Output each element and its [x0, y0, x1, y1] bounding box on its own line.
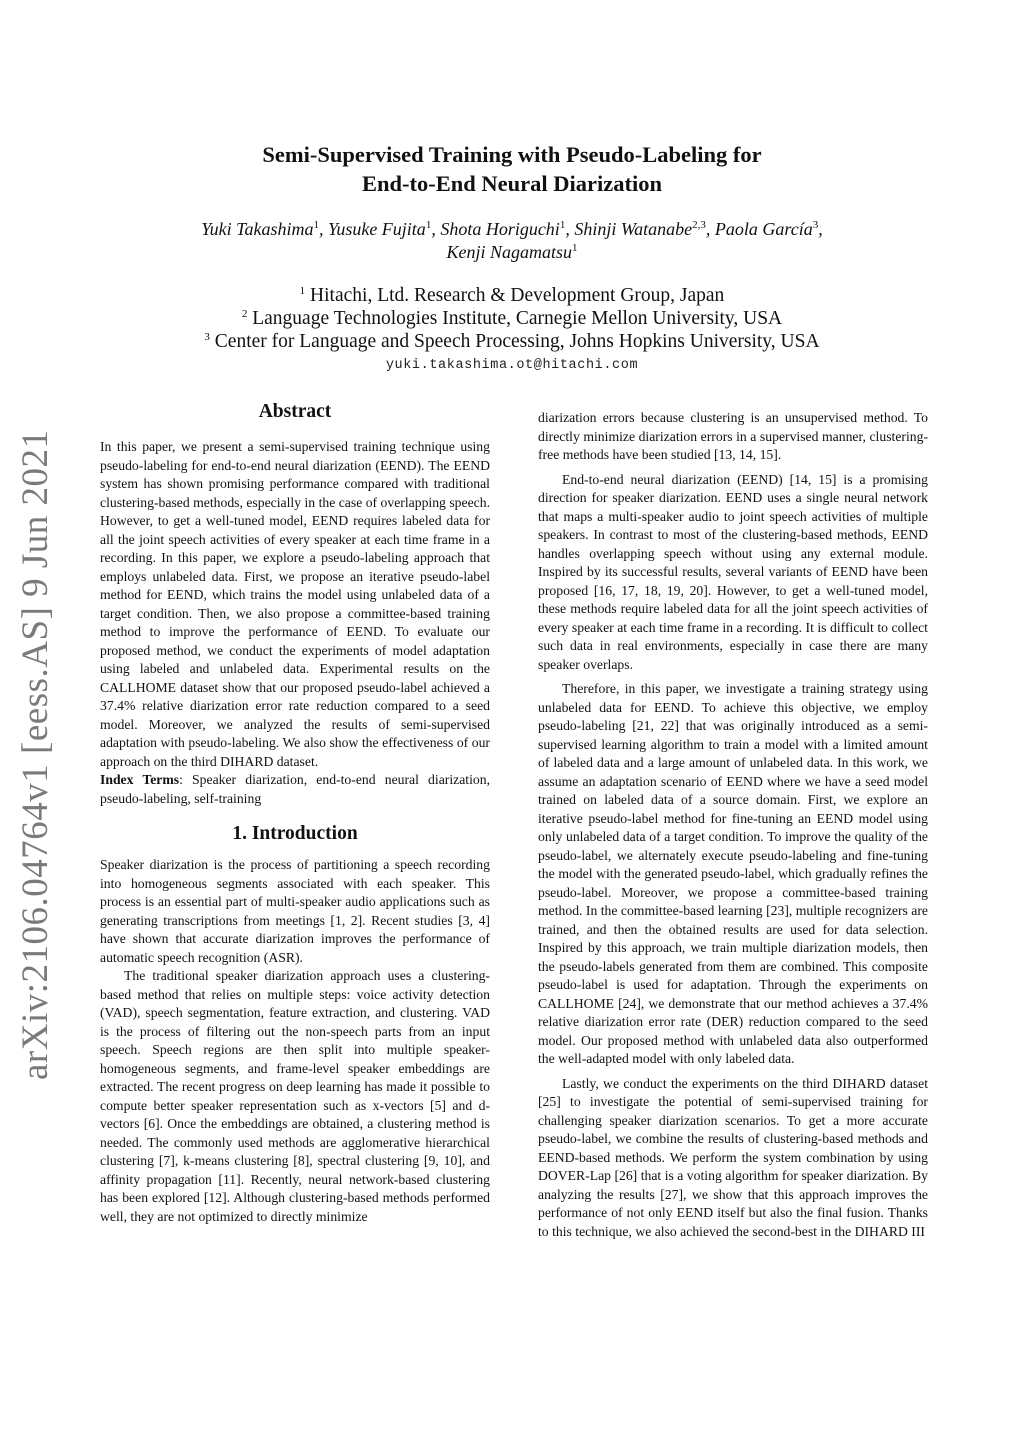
author: Paola García$^3$, [714, 219, 823, 239]
author: Kenji Nagamatsu$^1$ [446, 242, 578, 262]
left-column [100, 400, 490, 1226]
index-terms-text: : Speaker diarization, end-to-end neural diarization, pseudo-labeling, self-training [100, 772, 490, 806]
paper-title-line-1: Semi-Supervised Training with Pseudo-Labeling for [262, 142, 762, 167]
author-line-2 [0, 241, 1024, 264]
index-terms-label: Index Terms [100, 772, 180, 787]
paragraph: Speaker diarization is the process of partitioning a speech recording into homogeneous segments associated with each speaker. This process is an essential part of multi-speaker audio applications such as generating transcriptions from meetings [1, 2]. Recent studies [3, 4] have shown that accurate diarization improves the performance of automatic speech recognition (ASR). [100, 857, 490, 965]
author-list [0, 218, 1024, 264]
right-column [538, 409, 928, 1241]
paragraph: Therefore, in this paper, we investigate a training strategy using unlabeled data for EEND. To achieve this objective, we employ pseudo-labeling [21, 22] that was originally introduced as a semi-supervised learning algorithm to train a model with a limited amount of labeled data and a large amount of unlabeled data. In this work, we assume an adaptation scenario of EEND where we have a seed model trained on labeled data of a source domain. First, we explore an iterative pseudo-label method for fine-tuning an EEND model using only unlabeled data of a target condition. To improve the quality of the pseudo-label, we alternately execute pseudo-labeling and fine-tuning the model with the generated pseudo-label, which gradually refines the pseudo-label. Moreover, we propose a committee-based training method. In the committee-based learning [23], multiple recognizers are trained, and then the obtained results are used for data selection. Inspired by this approach, we train multiple diarization models, then the pseudo-labels generated from them are combined. This composite pseudo-label is used for adaptation. Through the experiments on CALLHOME [24], we demonstrate that our method achieves a 37.4% relative diarization error rate (DER) reduction compared to the seed model. Our proposed method with unlabeled data also outperformed the well-adapted model with only labeled data. [538, 681, 928, 1066]
paragraph: diarization errors because clustering is an unsupervised method. To directly minimize diarization errors in a supervised manner, clustering-free methods have been studied [13, 14, 15]. [538, 410, 928, 462]
author: Shota Horiguchi$^1$, [440, 219, 575, 239]
abstract-text: In this paper, we present a semi-supervised training technique using pseudo-labeling for end-to-end neural diarization (EEND). The EEND system has shown promising performance compared with traditional clustering-based methods, especially in the case of overlapping speech. However, to get a well-tuned model, EEND requires labeled data for all the joint speech activities of every speaker at each time frame in a recording. In this paper, we explore a pseudo-labeling approach that employs unlabeled data. First, we propose an iterative pseudo-label method for EEND, which trains the model using unlabeled data of a target condition. Then, we also propose a committee-based training method to improve the performance of EEND. To evaluate our proposed method, we conduct the experiments of model adaptation using labeled and unlabeled data. Experimental results on the CALLHOME dataset show that our proposed pseudo-label achieved a 37.4% relative diarization error rate reduction compared to a seed model. Moreover, we analyzed the results of semi-supervised adaptation with pseudo-labeling. We also show the effectiveness of our approach on the third DIHARD dataset. [100, 439, 490, 769]
paper-title-line-2: End-to-End Neural Diarization [361, 171, 662, 196]
affiliation-list [0, 284, 1024, 353]
abstract-heading: Abstract [258, 401, 332, 422]
arxiv-identifier-stamp: arXiv:2106.04764v1 [eess.AS] 9 Jun 2021 [15, 429, 56, 1080]
affiliation: $^2$ Language Technologies Institute, Carnegie Mellon University, USA [241, 308, 783, 329]
introduction-heading: 1. Introduction [232, 823, 358, 844]
paragraph: Lastly, we conduct the experiments on the third DIHARD dataset [25] to investigate the potential of semi-supervised training for challenging speaker diarization scenarios. To get a more accurate pseudo-label, we combine the results of clustering-based methods and EEND-based methods. We perform the system combination by using DOVER-Lap [26] that is a voting algorithm for speaker diarization. By analyzing the results [27], we show that this approach improves the performance of not only EEND itself but also the final fusion. Thanks to this technique, we also achieved the second-best in the DIHARD III [538, 1075, 928, 1239]
affiliation: $^3$ Center for Language and Speech Processing, Johns Hopkins University, USA [204, 331, 820, 352]
index-terms [100, 771, 490, 808]
author-line-1 [0, 218, 1024, 241]
paper-header [0, 140, 1024, 376]
paragraph: The traditional speaker diarization approach uses a clustering-based method that relies on multiple steps: voice activity detection (VAD), speech segmentation, feature extraction, and clustering. VAD is the process of filtering out the non-speech parts from an input speech. Speech regions are then split into multiple speaker-homogeneous segments, and frame-level speaker embeddings are extracted. The recent progress on deep learning has made it possible to compute better speaker representation such as x-vectors [5] and d-vectors [6]. Once the embeddings are obtained, a clustering method is needed. The commonly used methods are agglomerative hierarchical clustering [7], k-means clustering [8], spectral clustering [9, 10], and affinity propagation [11]. Recently, neural network-based clustering has been explored [12]. Although clustering-based methods performed well, they are not optimized to directly minimize [100, 968, 490, 1224]
affiliation: $^1$ Hitachi, Ltd. Research & Development Group, Japan [299, 285, 725, 306]
contact-email[interactable]: yuki.takashima.ot@hitachi.com [385, 358, 639, 373]
author: Yusuke Fujita$^1$, [327, 219, 441, 239]
author: Yuki Takashima$^1$, [201, 219, 328, 239]
author: Shinji Watanabe$^{2,3}$, [574, 219, 715, 239]
paragraph: End-to-end neural diarization (EEND) [14, 15] is a promising direction for speaker diarization. EEND uses a single neural network that maps a multi-speaker audio to joint speech activities of multiple speakers. In contrast to most of the clustering-based methods, EEND handles overlapping speech without using any external module. Inspired by its successful results, several variants of EEND have been proposed [16, 17, 18, 19, 20]. However, to get a well-tuned model, these methods require labeled data for all the joint speech activities of every speaker at each time frame in a recording. It is difficult to collect such data in real environments, especially in case there are many speaker overlaps. [538, 471, 928, 672]
